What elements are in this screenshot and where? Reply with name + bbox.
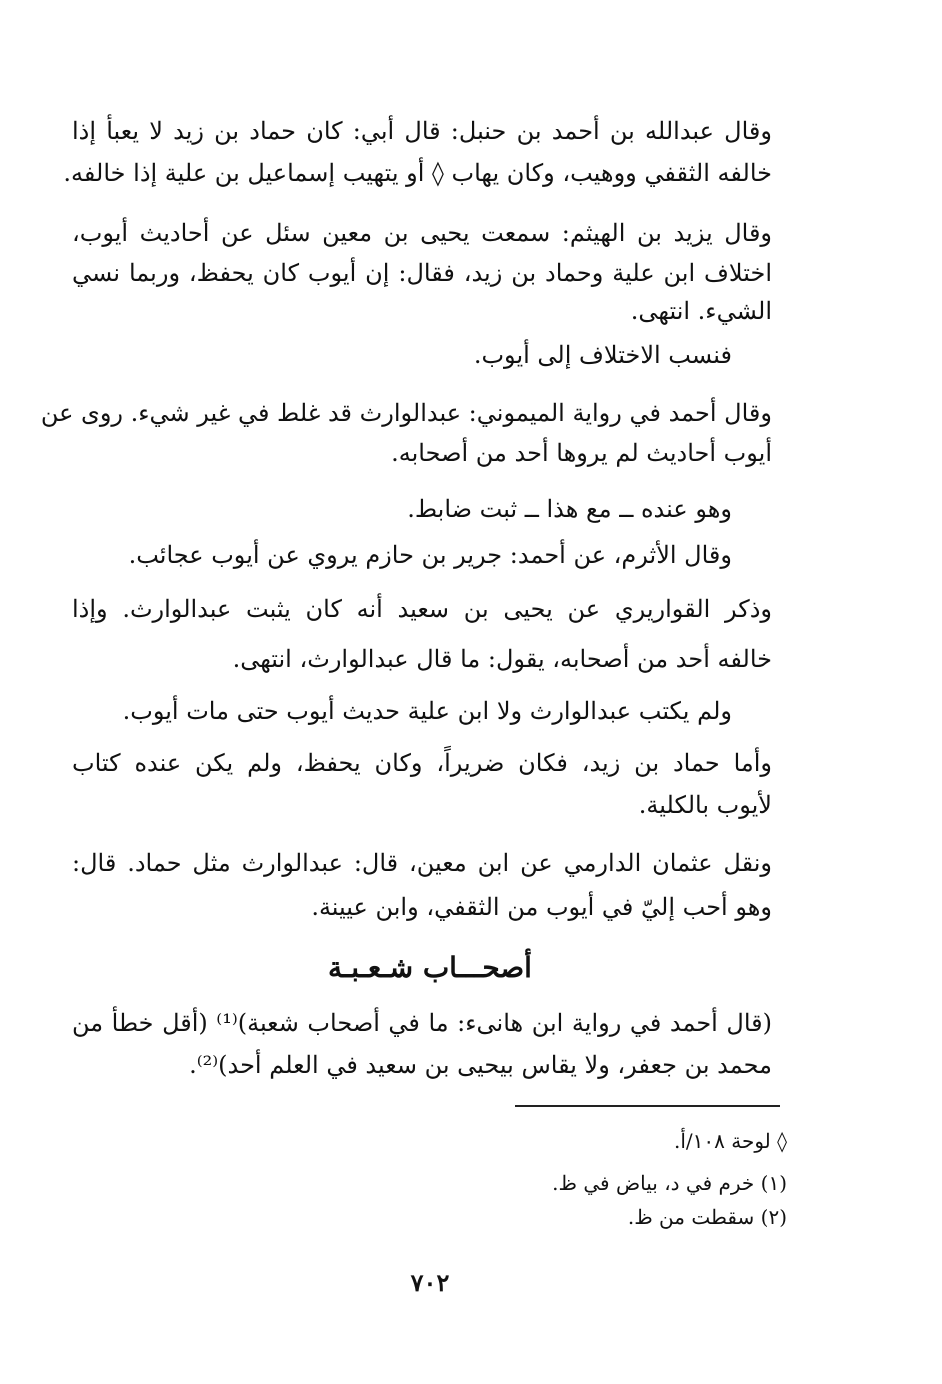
paragraph-line: فنسب الاختلاف إلى أيوب. [473, 341, 732, 369]
paragraph-line: خالفه الثقفي ووهيب، وكان يهاب ◊ أو يتهيب إسماعيل بن علية إذا خالفه. [63, 159, 772, 187]
paragraph-line: وهو أحب إليّ في أيوب من الثقفي، وابن عيينة. [311, 893, 772, 921]
paragraph-line: اختلاف ابن علية وحماد بن زيد، فقال: إن أيوب كان يحفظ، وربما نسي [72, 259, 772, 287]
paragraph-line: وهو عنده ــ مع هذا ــ ثبت ضابط. [407, 495, 732, 523]
paragraph-line: وقال يزيد بن الهيثم: سمعت يحيى بن معين سئل عن أحاديث أيوب، [72, 219, 772, 247]
footnote: (١) خرم في د، بياض في ظ. [552, 1171, 787, 1195]
paragraph-line: أيوب أحاديث لم يروها أحد من أصحابه. [391, 439, 772, 467]
paragraph-line: خالفه أحد من أصحابه، يقول: ما قال عبدالوارث، انتهى. [232, 645, 772, 673]
footnote-separator [515, 1105, 780, 1107]
paragraph-line: الشيء. انتهى. [630, 297, 772, 325]
footnote: ◊ لوحة ١٠٨/أ. [674, 1129, 787, 1153]
paragraph-line: وقال عبدالله بن أحمد بن حنبل: قال أبي: كان حماد بن زيد لا يعبأ إذا [72, 117, 772, 145]
footnote: (٢) سقطت من ظ. [627, 1205, 787, 1229]
paragraph-line: وأما حماد بن زيد، فكان ضريراً، وكان يحفظ، ولم يكن عنده كتاب [72, 749, 772, 777]
paragraph-line: (قال أحمد في رواية ابن هانىء: ما في أصحاب شعبة)⁽¹⁾ (أقل خطأ من [72, 1009, 772, 1037]
paragraph-line: لأيوب بالكلية. [638, 791, 772, 819]
paragraph-line: وقال الأثرم، عن أحمد: جرير بن حازم يروي عن أيوب عجائب. [128, 541, 732, 569]
paragraph-line: محمد بن جعفر، ولا يقاس بيحيى بن سعيد في العلم أحد)⁽²⁾. [189, 1051, 772, 1079]
paragraph-line: ونقل عثمان الدارمي عن ابن معين، قال: عبدالوارث مثل حماد. قال: [72, 849, 772, 877]
paragraph-line: ولم يكتب عبدالوارث ولا ابن علية حديث أيوب حتى مات أيوب. [122, 697, 732, 725]
section-heading: أصحـــاب شـعـبـة [328, 951, 532, 984]
paragraph-line: وذكر القواريري عن يحيى بن سعيد أنه كان يثبت عبدالوارث. وإذا [72, 595, 772, 623]
paragraph-line: وقال أحمد في رواية الميموني: عبدالوارث قد غلط في غير شيء. روى عن [40, 399, 772, 427]
page-number: ٧٠٢ [410, 1268, 450, 1297]
